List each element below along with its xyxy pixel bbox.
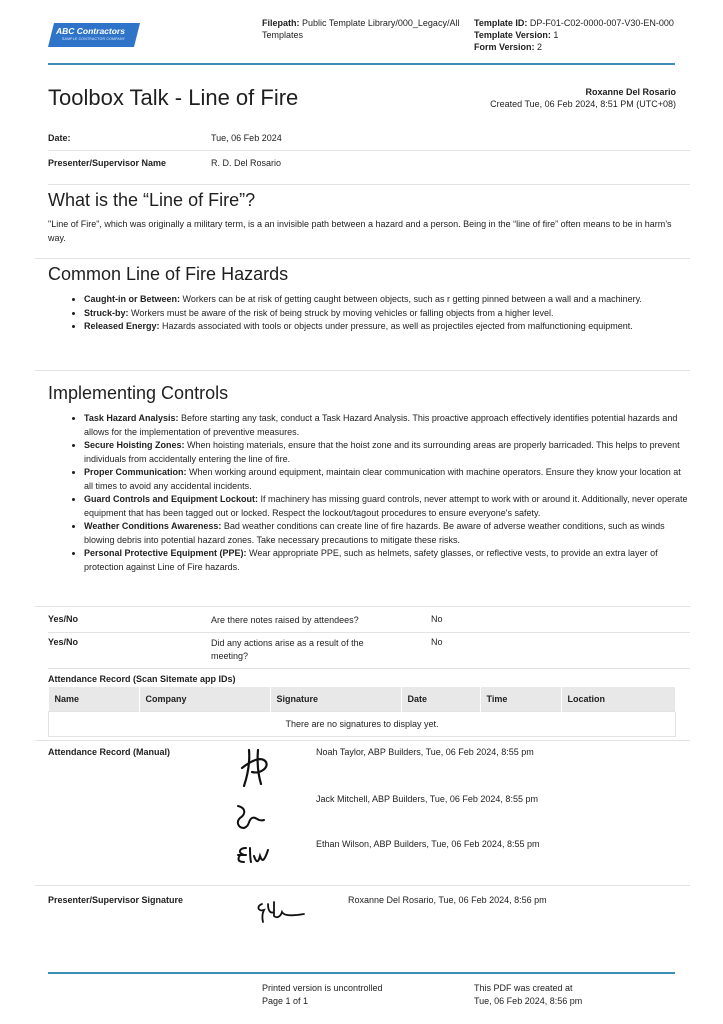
column-header: Company	[139, 687, 270, 712]
author-name: Roxanne Del Rosario	[585, 87, 676, 97]
column-header: Location	[561, 687, 676, 712]
list-item: • Caught-in or Between: Workers can be at risk of getting caught between objects, such as r getting pinned between a wall and a machinery.	[84, 293, 690, 307]
question-type: Yes/No	[48, 614, 79, 624]
logo-subtext: SAMPLE CONTRACTOR COMPANY	[62, 37, 126, 41]
section-body: "Line of Fire", which was originally a military term, is a an invisible path between a hazard and a person. Being in the “line of fire” often means to be in harm’s way.	[48, 219, 672, 243]
table-row	[49, 712, 676, 737]
question-text: Did any actions arise as a result of the meeting?	[211, 638, 364, 661]
form-version-label: Form Version:	[474, 42, 535, 52]
manual-entry: Noah Taylor, ABP Builders, Tue, 06 Feb 2024, 8:55 pm	[316, 747, 534, 757]
column-header: Name	[49, 687, 140, 712]
controls-list	[48, 412, 690, 574]
filepath-block	[262, 17, 462, 41]
manual-entry: Ethan Wilson, ABP Builders, Tue, 06 Feb 2024, 8:55 pm	[316, 839, 540, 849]
template-version-value: 1	[553, 30, 559, 40]
footer-left	[262, 982, 383, 1008]
signature-icon	[238, 744, 278, 790]
question-answer: No	[431, 637, 443, 647]
list-item: • Weather Conditions Awareness: Bad weather conditions can create line of fire hazards. Be aware of adverse weather conditions, such as winds blowing debris into potential hazard zones. Take necessary precautions to mitigate these risks.	[84, 520, 690, 547]
column-header: Date	[401, 687, 480, 712]
created-timestamp: Created Tue, 06 Feb 2024, 8:51 PM (UTC+08)	[490, 99, 676, 109]
section-divider	[35, 606, 690, 607]
section-heading: What is the “Line of Fire”?	[48, 190, 256, 210]
signature-icon	[254, 898, 310, 924]
manual-attendance-label: Attendance Record (Manual)	[48, 747, 171, 757]
section-what-is	[48, 190, 690, 245]
table-header-row	[49, 687, 676, 712]
question-text: Are there notes raised by attendees?	[211, 615, 359, 625]
question-row	[48, 608, 690, 633]
template-id-label: Template ID:	[474, 18, 528, 28]
page-header	[0, 0, 723, 70]
list-item: • Guard Controls and Equipment Lockout: If machinery has missing guard controls, never attempt to work with or around it. Additionally, never operate equipment that has been tagged out or locked. Respect the lockout/tagout procedures to ensure everyone's safety.	[84, 493, 690, 520]
template-id-value: DP-F01-C02-0000-007-V30-EN-000	[529, 18, 674, 28]
signature-icon	[234, 844, 274, 868]
section-divider	[35, 885, 690, 886]
section-heading: Common Line of Fire Hazards	[48, 264, 289, 284]
empty-message: There are no signatures to display yet.	[49, 712, 676, 737]
section-heading: Implementing Controls	[48, 383, 229, 403]
page-number: Page 1 of 1	[262, 996, 309, 1006]
form-version-value: 2	[537, 42, 543, 52]
list-item: • Released Energy: Hazards associated with tools or objects under pressure, as well as projectiles ejected from malfunctioning equipment.	[84, 320, 690, 334]
hazard-list	[48, 293, 690, 334]
section-hazards	[48, 264, 690, 334]
signature-icon	[232, 802, 272, 832]
presenter-signature-entry: Roxanne Del Rosario, Tue, 06 Feb 2024, 8:56 pm	[348, 895, 547, 905]
list-item: • Personal Protective Equipment (PPE): Wear appropriate PPE, such as helmets, safety glasses, or reflective vests, to provide an extra layer of protection against Line of Fire hazards.	[84, 547, 690, 574]
list-item: • Task Hazard Analysis: Before starting any task, conduct a Task Hazard Analysis. This proactive approach effectively identifies potential hazards and allows for the implementation of preventive measures.	[84, 412, 690, 439]
header-divider	[48, 63, 675, 65]
template-version-label: Template Version:	[474, 30, 551, 40]
company-logo	[48, 23, 140, 47]
footer-divider	[48, 972, 675, 974]
filepath-label: Filepath:	[262, 18, 300, 28]
date-row	[48, 122, 690, 151]
template-meta	[474, 17, 684, 53]
logo-text: ABC Contractors	[56, 26, 125, 36]
footer-right	[474, 982, 582, 1008]
presenter-value: R. D. Del Rosario	[211, 158, 282, 168]
filepath-value: Public Template Library/000_Legacy/All	[302, 18, 460, 28]
attendance-title: Attendance Record (Scan Sitemate app IDs)	[48, 674, 236, 684]
column-header: Time	[480, 687, 561, 712]
date-value: Tue, 06 Feb 2024	[211, 133, 282, 143]
attendance-table	[48, 687, 676, 737]
manual-entry: Jack Mitchell, ABP Builders, Tue, 06 Feb 2024, 8:55 pm	[316, 794, 538, 804]
question-row	[48, 632, 690, 669]
document-author-block	[490, 86, 676, 110]
filepath-value-cont: Templates	[262, 30, 304, 40]
list-item: • Struck-by: Workers must be aware of the risk of being struck by moving vehicles or falling objects from a higher level.	[84, 307, 690, 321]
list-item: • Secure Hoisting Zones: When hoisting materials, ensure that the hoist zone and its surrounding areas are properly barricaded. This helps to prevent individuals from accidentally entering the line of fire.	[84, 439, 690, 466]
section-divider	[35, 258, 690, 259]
uncontrolled-notice: Printed version is uncontrolled	[262, 983, 383, 993]
presenter-signature-label: Presenter/Supervisor Signature	[48, 895, 184, 905]
question-answer: No	[431, 614, 443, 624]
question-type: Yes/No	[48, 637, 79, 647]
presenter-label: Presenter/Supervisor Name	[48, 158, 167, 168]
document-title: Toolbox Talk - Line of Fire	[48, 85, 299, 110]
pdf-created-label: This PDF was created at	[474, 983, 573, 993]
section-divider	[35, 740, 690, 741]
column-header: Signature	[270, 687, 401, 712]
section-divider	[35, 370, 690, 371]
list-item: • Proper Communication: When working around equipment, maintain clear communication with machine operators. Ensure they know your location at all times to avoid any accidental incidents.	[84, 466, 690, 493]
date-label: Date:	[48, 133, 71, 143]
presenter-row	[48, 150, 690, 185]
pdf-created-value: Tue, 06 Feb 2024, 8:56 pm	[474, 996, 583, 1006]
section-controls	[48, 383, 690, 574]
